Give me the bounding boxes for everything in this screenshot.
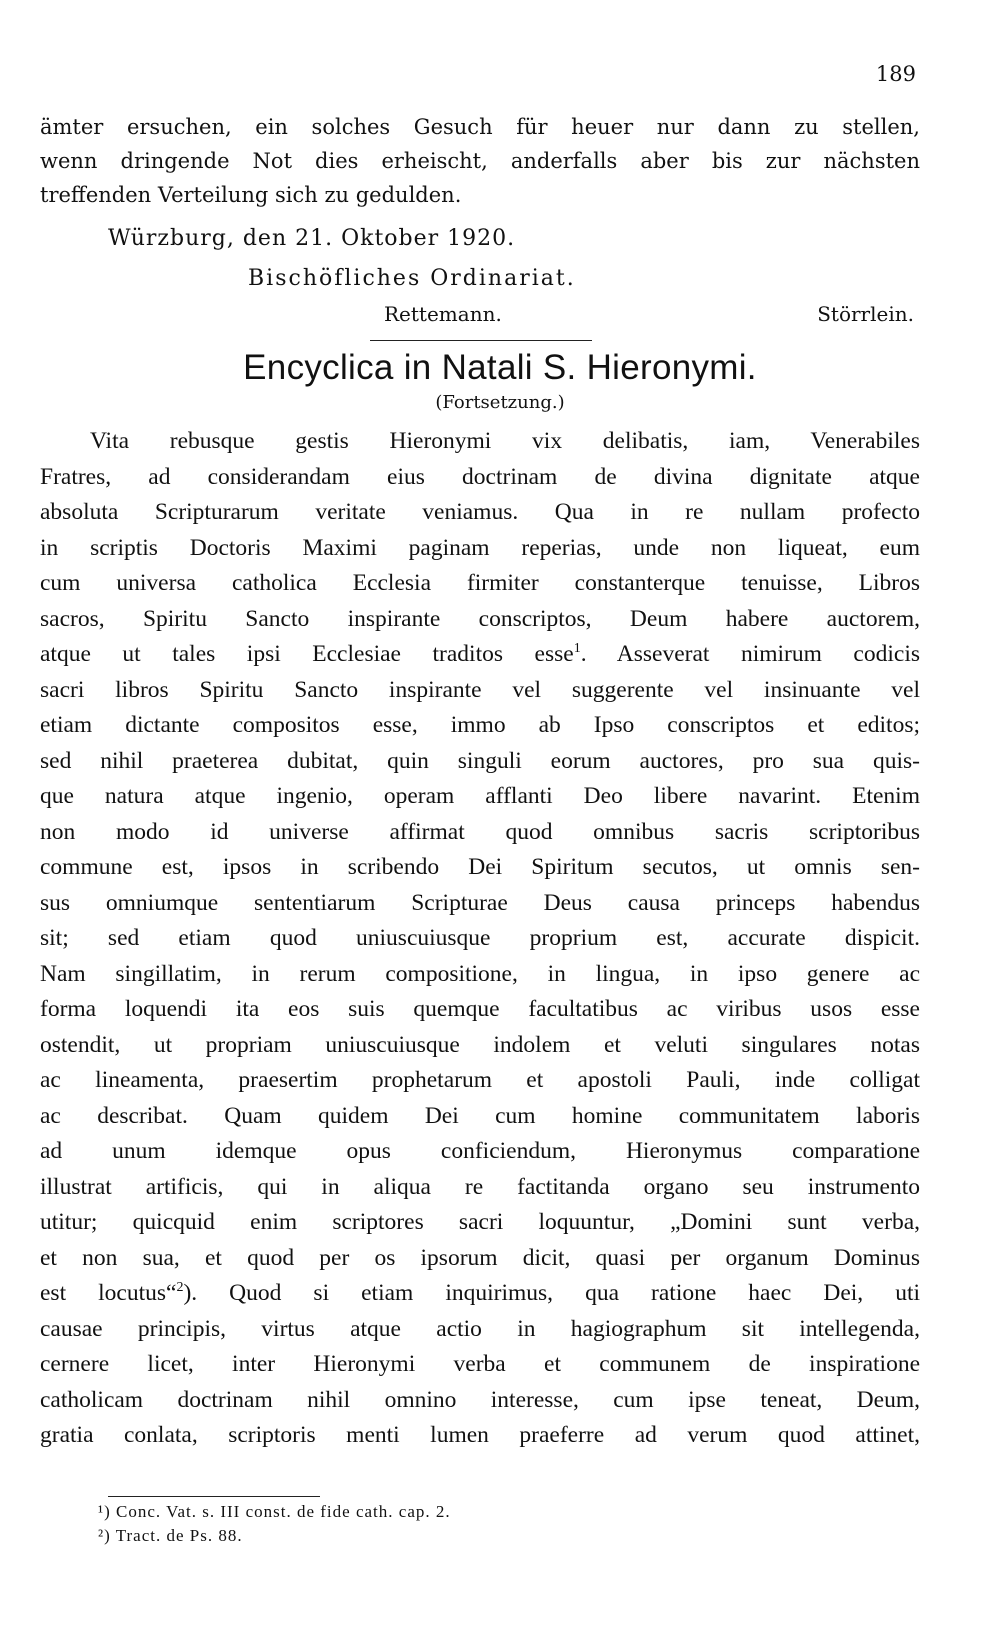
text-line: utitur; quicquid enim scriptores sacri loquuntur, „Domini sunt verba, [40, 1209, 920, 1235]
text-line: etiam dictante compositos esse, immo ab Ipso conscriptos et editos; [40, 712, 920, 738]
text-line: Vita rebusque gestis Hieronymi vix delibatis, iam, Venerabiles [90, 428, 920, 454]
text-segment: . Asseverat nimirum codicis [580, 641, 920, 667]
text-line: sit; sed etiam quod uniuscuiusque proprium est, accurate dispicit. [40, 925, 920, 951]
issuing-office: Bischöfliches Ordinariat. [248, 266, 576, 291]
footnote-1: ¹) Conc. Vat. s. III const. de fide cath. cap. 2. [98, 1502, 451, 1521]
signature-right: Störrlein. [817, 302, 914, 326]
text-line: gratia conlata, scriptoris menti lumen praeferre ad verum quod attinet, [40, 1422, 920, 1448]
text-segment: est locutus“ [40, 1280, 177, 1306]
text-line: ad unum idemque opus conficiendum, Hieronymus comparatione [40, 1138, 920, 1164]
article-subtitle: (Fortsetzung.) [435, 392, 565, 413]
article-body [40, 424, 920, 1454]
text-line: sus omniumque sententiarum Scripturae Deus causa princeps habendus [40, 889, 920, 916]
text-line: absoluta Scripturarum veritate veniamus. Qua in re nullam profecto [40, 499, 920, 525]
text-line: cum universa catholica Ecclesia firmiter constanterque tenuisse, Libros [40, 570, 920, 596]
text-line: ostendit, ut propriam uniuscuiusque indolem et veluti singulares notas [40, 1031, 920, 1058]
footnote-ref: 2 [176, 1280, 184, 1296]
page-number: 189 [875, 62, 916, 86]
text-line: ämter ersuchen, ein solches Gesuch für heuer nur dann zu stellen, [40, 115, 920, 139]
text-line [40, 1276, 920, 1312]
signature-left: Rettemann. [384, 302, 502, 326]
text-line: treffenden Verteilung sich zu gedulden. [40, 183, 462, 207]
text-line: forma loquendi ita eos suis quemque facultatibus ac viribus usos esse [40, 996, 920, 1022]
article-title: Encyclica in Natali S. Hieronymi. [243, 348, 757, 387]
text-line: non modo id universe affirmat quod omnibus sacris scriptoribus [40, 818, 920, 845]
preceding-text [40, 110, 920, 212]
text-line: catholicam doctrinam nihil omnino interesse, cum ipse teneat, Deum, [40, 1386, 920, 1413]
section-divider [370, 340, 592, 341]
text-line: sed nihil praeterea dubitat, quin singuli eorum auctores, pro sua quis- [40, 747, 920, 774]
text-line: Fratres, ad considerandam eius doctrinam de divina dignitate atque [40, 463, 920, 490]
text-segment: atque ut tales ipsi Ecclesiae traditos esse [40, 641, 574, 667]
text-line: et non sua, et quod per os ipsorum dicit, quasi per organum Dominus [40, 1244, 920, 1271]
text-line: ac lineamenta, praesertim prophetarum et apostoli Pauli, inde colligat [40, 1067, 920, 1093]
text-line: sacros, Spiritu Sancto inspirante conscriptos, Deum habere auctorem, [40, 605, 920, 632]
text-line: causae principis, virtus atque actio in hagiographum sit intellegenda, [40, 1315, 920, 1342]
dateline: Würzburg, den 21. Oktober 1920. [108, 226, 516, 251]
text-line: que natura atque ingenio, operam afflanti Deo libere navarint. Etenim [40, 783, 920, 809]
text-segment: ). Quod si etiam inquirimus, qua ratione haec Dei, uti [183, 1280, 920, 1306]
footnote-ref: 1 [573, 641, 581, 657]
text-line: sacri libros Spiritu Sancto inspirante vel suggerente vel insinuante vel [40, 676, 920, 703]
footnote-2: ²) Tract. de Ps. 88. [98, 1526, 243, 1545]
text-line: Nam singillatim, in rerum compositione, in lingua, in ipso genere ac [40, 960, 920, 987]
text-line: ac describat. Quam quidem Dei cum homine communitatem laboris [40, 1102, 920, 1129]
text-line: wenn dringende Not dies erheischt, anderfalls aber bis zur nächsten [40, 149, 920, 173]
text-line: cernere licet, inter Hieronymi verba et communem de inspiratione [40, 1351, 920, 1377]
footnote-divider [108, 1496, 320, 1497]
text-line [40, 637, 920, 673]
text-line: commune est, ipsos in scribendo Dei Spiritum secutos, ut omnis sen- [40, 854, 920, 880]
text-line: in scriptis Doctoris Maximi paginam reperias, unde non liqueat, eum [40, 534, 920, 561]
text-line: illustrat artificis, qui in aliqua re factitanda organo seu instrumento [40, 1173, 920, 1200]
